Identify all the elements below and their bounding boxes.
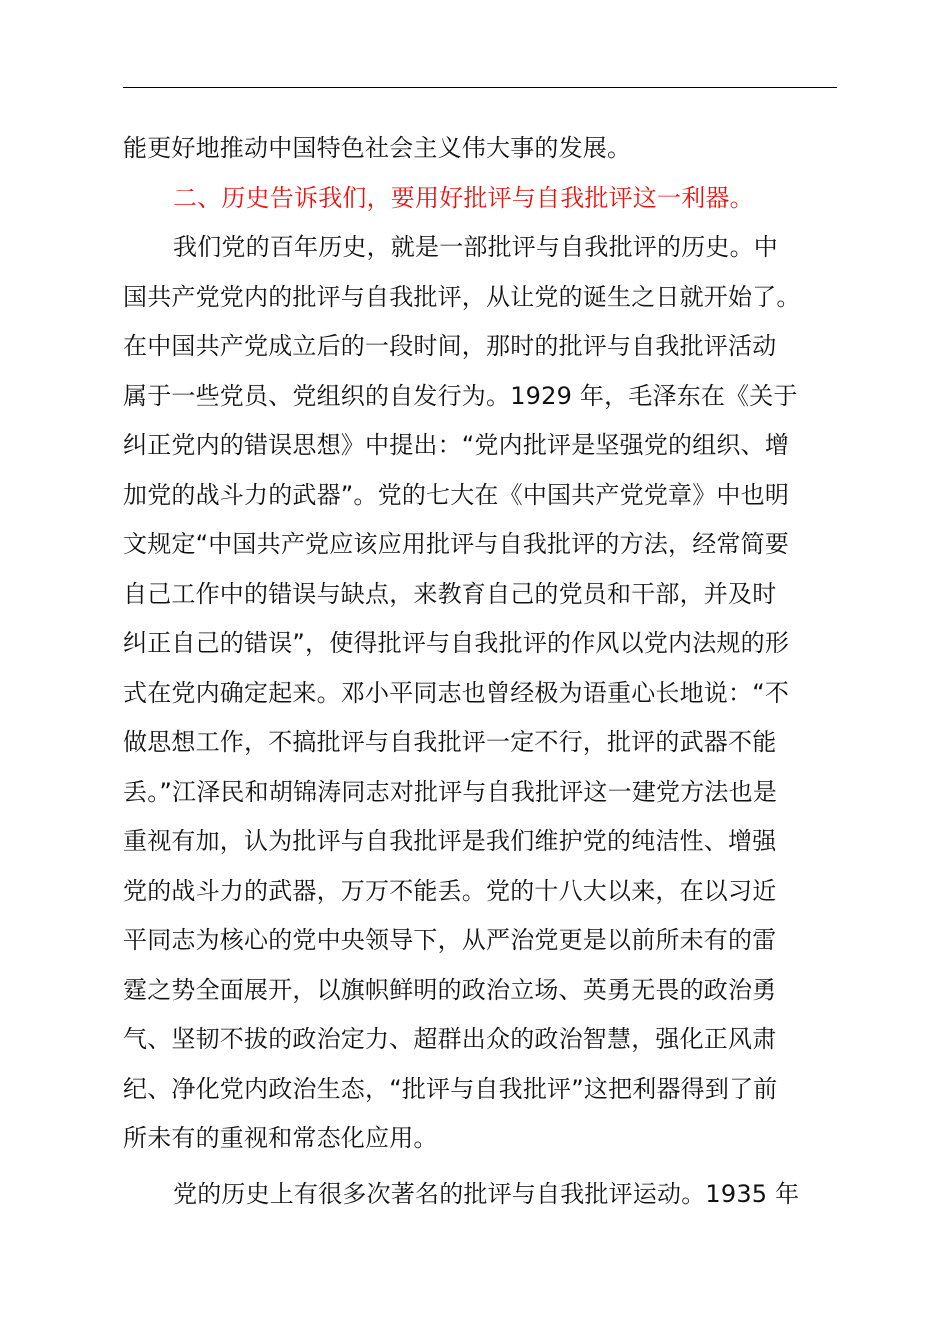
paragraph-line: 纠正自己的错误”，使得批评与自我批评的作风以党内法规的形: [123, 629, 790, 657]
paragraph-line: 在中国共产党成立后的一段时间，那时的批评与自我批评活动: [123, 332, 777, 360]
paragraph-line: 纠正党内的错误思想》中提出：“党内批评是坚强党的组织、增: [123, 431, 790, 459]
paragraph-line: 霆之势全面展开，以旗帜鲜明的政治立场、英勇无畏的政治勇: [123, 975, 777, 1004]
paragraph-line: 国共产党党内的批评与自我批评，从让党的诞生之日就开始了。: [123, 282, 801, 311]
document-body: [123, 124, 837, 1219]
paragraph-line: 式在党内确定起来。邓小平同志也曾经极为语重心长地说：“不: [123, 678, 790, 707]
paragraph-line: 属于一些党员、党组织的自发行为。1929 年，毛泽东在《关于: [123, 381, 798, 410]
paragraph-line: 加党的战斗力的武器”。党的七大在《中国共产党党章》中也明: [123, 480, 790, 509]
paragraph-line: 所未有的重视和常态化应用。: [123, 1124, 438, 1152]
paragraph-line: 党的战斗力的武器，万万不能丢。党的十八大以来，在以习近: [123, 876, 777, 905]
paragraph-line: 能更好地推动中国特色社会主义伟大事的发展。: [123, 134, 632, 162]
paragraph-line: 文规定“中国共产党应该应用批评与自我批评的方法，经常简要: [123, 530, 790, 558]
paragraph-line: 纪、净化党内政治生态，“批评与自我批评”这把利器得到了前: [123, 1074, 778, 1103]
paragraph-line: 平同志为核心的党中央领导下，从严治党更是以前所未有的雷: [123, 926, 777, 954]
paragraph-line: 党的历史上有很多次著名的批评与自我批评运动。1935 年: [173, 1179, 800, 1208]
paragraph-line: 自己工作中的错误与缺点，来教育自己的党员和干部，并及时: [123, 579, 777, 608]
paragraph-line: 做思想工作，不搞批评与自我批评一定不行，批评的武器不能: [123, 728, 777, 756]
header-rule: [123, 87, 837, 88]
paragraph-line: 重视有加，认为批评与自我批评是我们维护党的纯洁性、增强: [123, 827, 777, 855]
paragraph-line: 气、坚韧不拔的政治定力、超群出众的政治智慧，强化正风肃: [123, 1025, 777, 1053]
section-heading: 二、历史告诉我们，要用好批评与自我批评这一利器。: [173, 183, 754, 212]
paragraph-line: 我们党的百年历史，就是一部批评与自我批评的历史。中: [173, 233, 778, 261]
paragraph-line: 丢。”江泽民和胡锦涛同志对批评与自我批评这一建党方法也是: [123, 777, 778, 806]
